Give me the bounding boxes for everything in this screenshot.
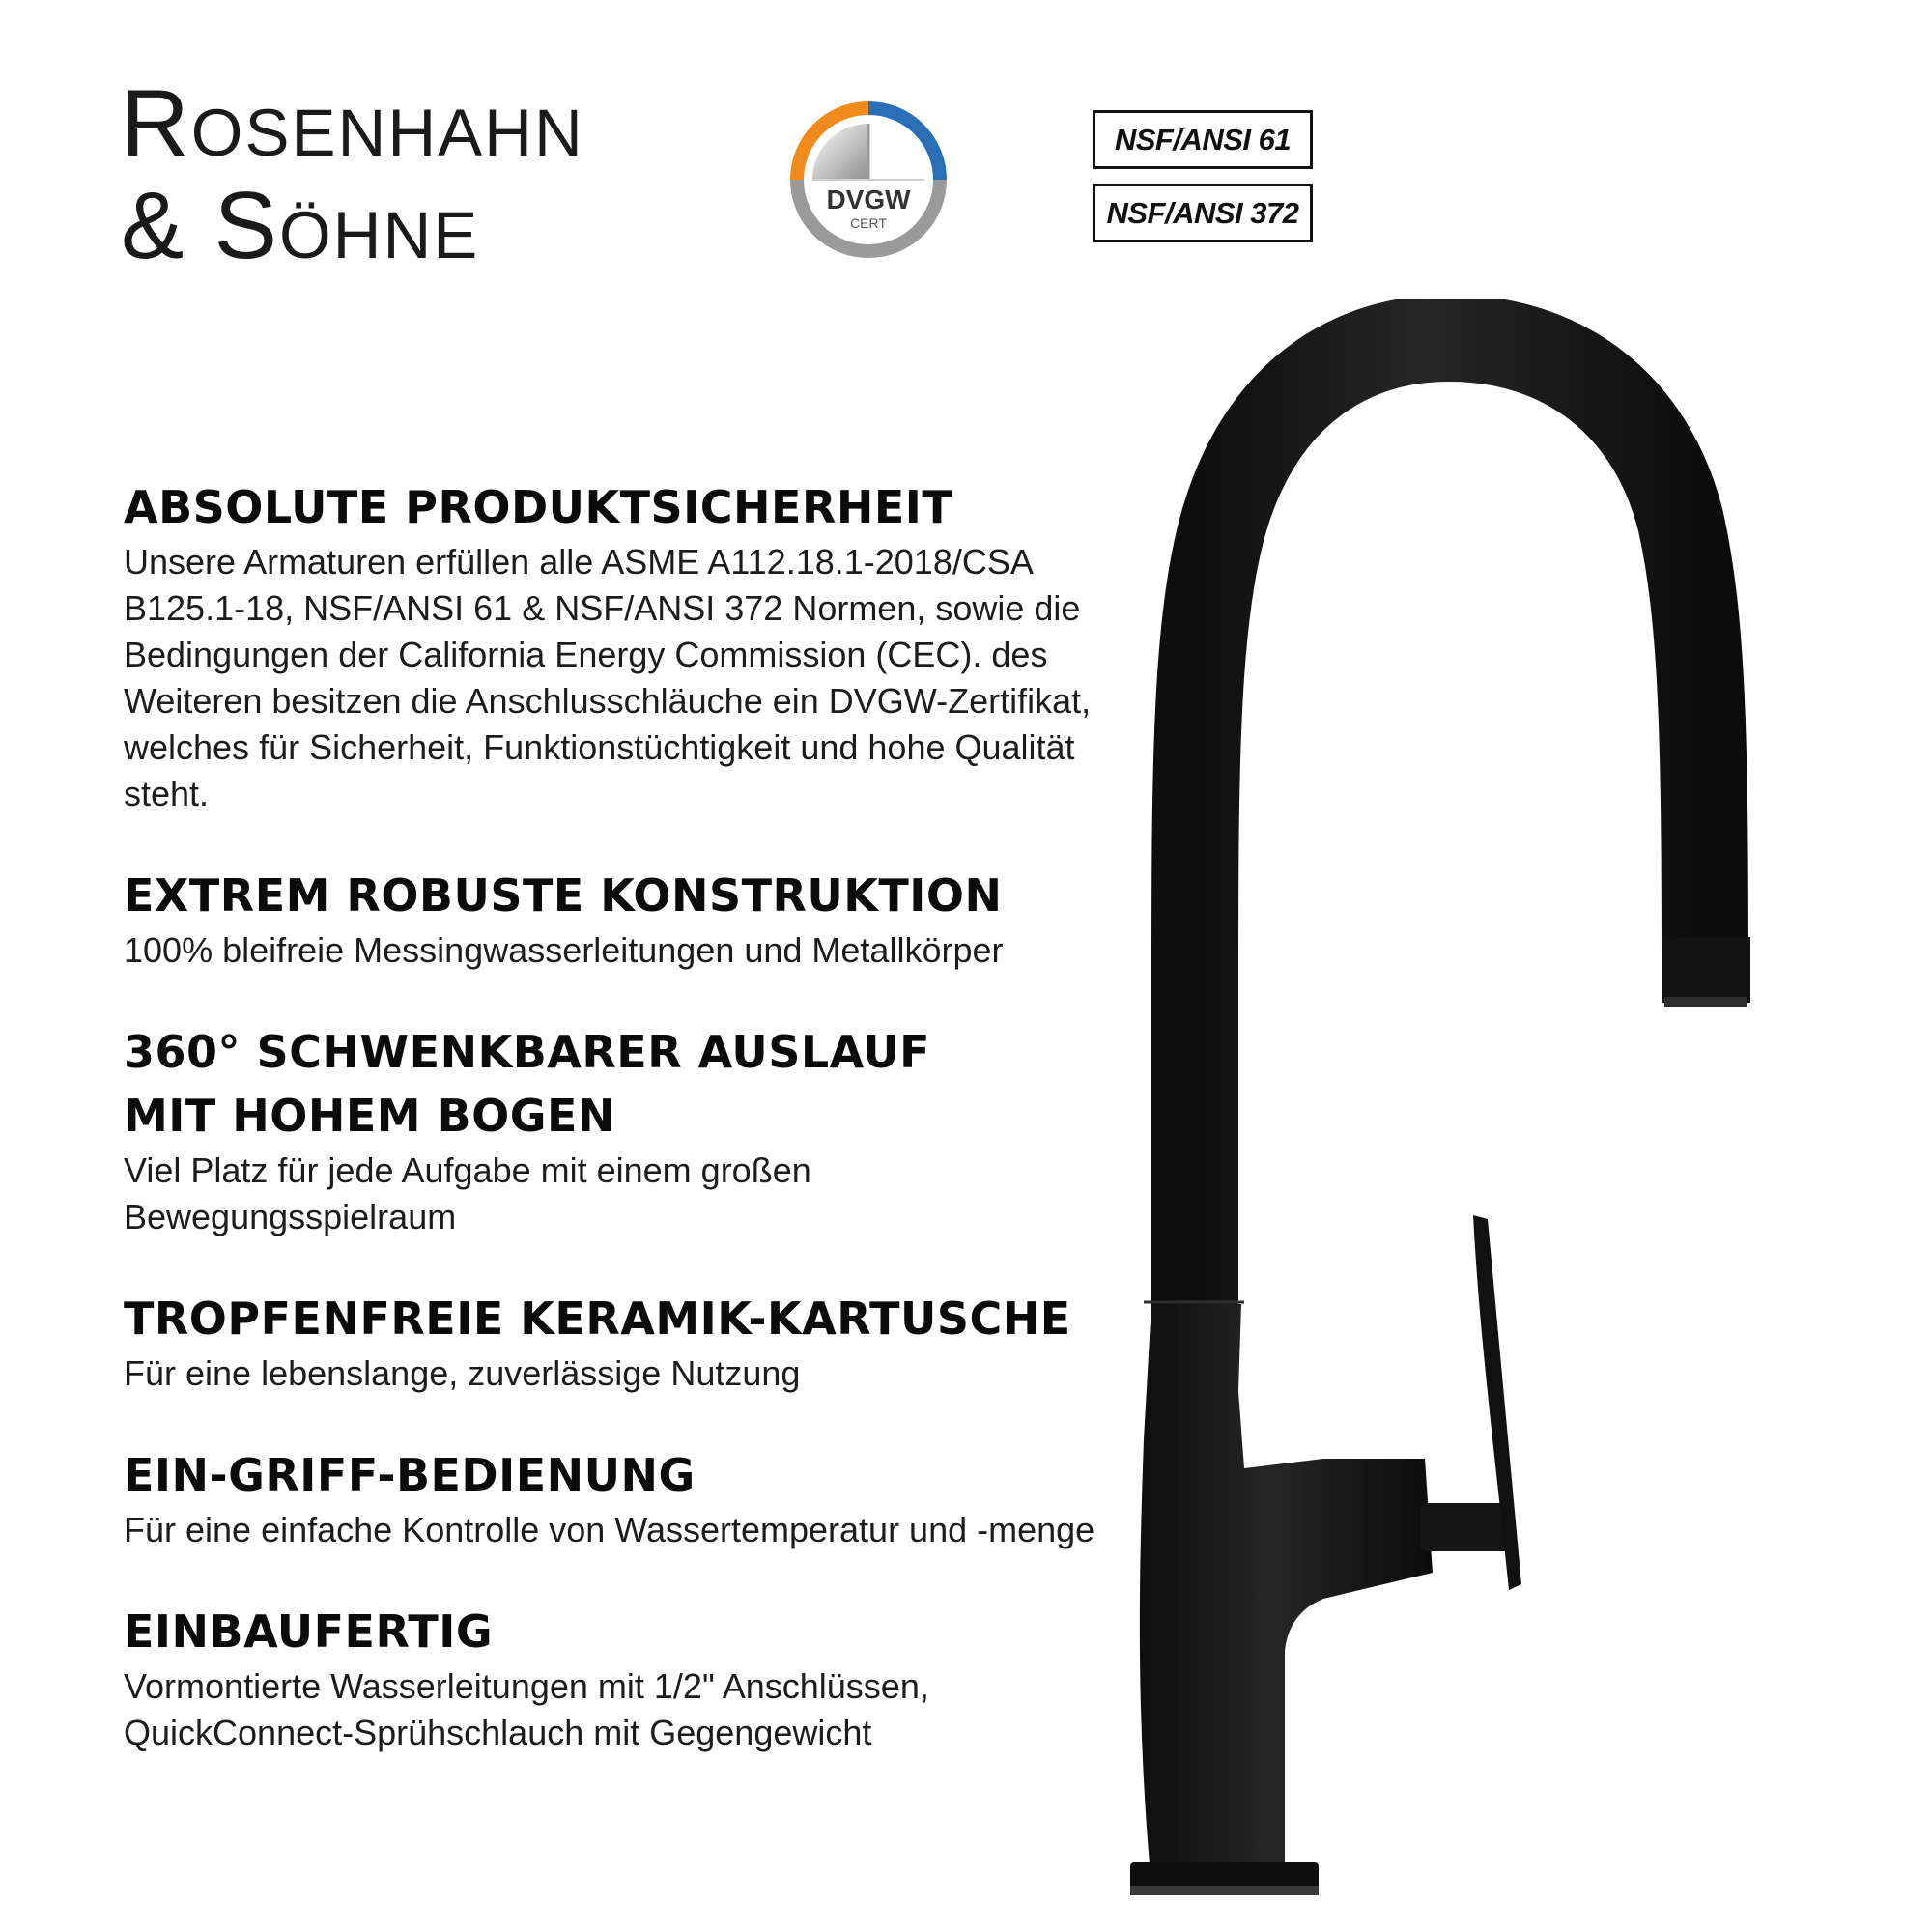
faucet-spray-head (1662, 937, 1750, 1003)
brand-name-line-2: & Söhne (121, 172, 480, 278)
feature-list (124, 475, 1138, 1803)
dvgw-blue-arc (868, 108, 940, 180)
faucet-lever-stem (1420, 1503, 1512, 1551)
faucet-product-image (1130, 299, 1864, 1913)
dvgw-certification-badge (785, 97, 952, 263)
feature-text: Vormontierte Wasserleitungen mit 1/2" Anschlüssen, QuickConnect-Sprühschlauch mit Gegengewicht (124, 1666, 929, 1752)
feature-text: 100% bleifreie Messingwasserleitungen und Metallkörper (124, 930, 1004, 970)
feature-heading: EINBAUFERTIG (124, 1605, 494, 1658)
feature-heading: EXTREM ROBUSTE KONSTRUKTION (124, 869, 1003, 922)
feature-heading: EIN-GRIFF-BEDIENUNG (124, 1449, 696, 1501)
feature-item (124, 864, 1138, 974)
feature-heading: TROPFENFREIE KERAMIK-KARTUSCHE (124, 1293, 1071, 1345)
feature-text: Für eine einfache Kontrolle von Wassertemperatur und -menge (124, 1510, 1095, 1549)
feature-item (124, 1443, 1138, 1553)
feature-heading: ABSOLUTE PRODUKTSICHERHEIT (124, 481, 953, 533)
nsf-ansi-61-badge: NSF/ANSI 61 (1093, 110, 1313, 169)
faucet-spout-arch (1195, 338, 1705, 1304)
feature-heading: 360° SCHWENKBARER AUSLAUF MIT HOHEM BOGEN (124, 1026, 931, 1142)
feature-text: Für eine lebenslange, zuverlässige Nutzung (124, 1353, 801, 1393)
feature-text: Unsere Armaturen erfüllen alle ASME A112.18.1-2018/CSA B125.1-18, NSF/ANSI 61 & NSF/ANSI 372 Normen, sowie die Bedingungen der California Energy Commission (CEC). des Weiteren besitzen die Anschlusschläuche ein DVGW-Zertifikat, welches für Sicherheit, Funktionstüchtigkeit und hohe Qualität steht. (124, 542, 1092, 813)
nsf-badges (1093, 110, 1317, 257)
feature-text: Viel Platz für jede Aufgabe mit einem großen Bewegungsspielraum (124, 1151, 811, 1236)
dvgw-sublabel: CERT (850, 215, 887, 231)
brand-logo (121, 70, 584, 278)
feature-item (124, 475, 1138, 817)
faucet-body (1140, 1304, 1433, 1864)
brand-name-line-1: Rosenhahn (121, 70, 584, 176)
feature-item (124, 1287, 1138, 1397)
dvgw-label: DVGW (826, 185, 911, 214)
feature-item (124, 1600, 1138, 1756)
nsf-ansi-372-badge: NSF/ANSI 372 (1093, 184, 1313, 242)
feature-item (124, 1020, 1138, 1240)
